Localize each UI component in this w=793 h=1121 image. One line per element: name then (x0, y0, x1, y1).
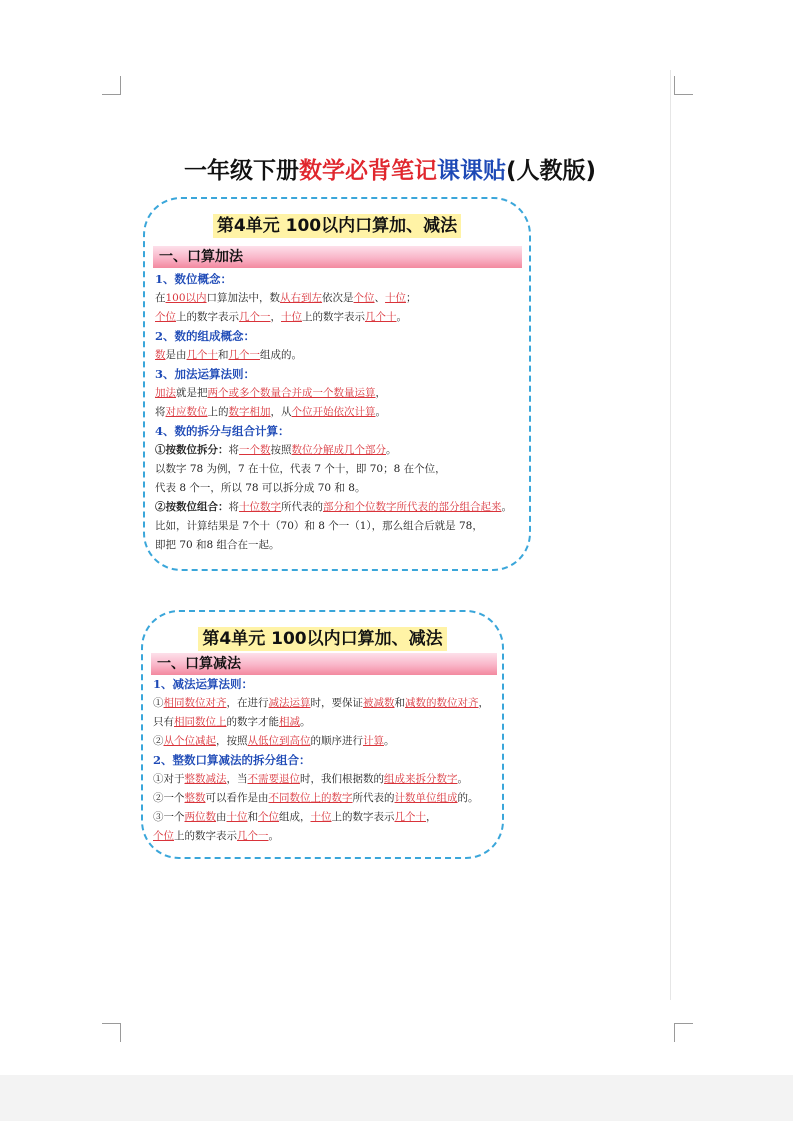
keyword-text: 对应数位 (165, 406, 208, 418)
title-part-notes: 数学必背笔记 (298, 158, 437, 184)
text-line (153, 770, 489, 789)
keyword-text: 相减 (279, 716, 300, 728)
unit-title (143, 624, 502, 649)
text-segment: 4、数的拆分与组合计算： (155, 424, 290, 438)
keyword-text: 几个十 (394, 811, 426, 823)
title-part-grade: 一年级下册 (183, 158, 299, 184)
subheading-line (155, 422, 512, 441)
keyword-text: 减法运算 (268, 697, 311, 709)
keyword-text: 从个位减起 (163, 735, 216, 747)
keyword-text: 十位 (385, 292, 407, 304)
text-segment: 将 (228, 501, 239, 513)
unit-title-text: 第4单元 100以内口算加、减法 (213, 214, 461, 238)
addition-card (143, 197, 531, 571)
text-segment: 。 (386, 444, 397, 456)
text-segment: 2、整数口算减法的拆分组合： (153, 753, 311, 767)
keyword-text: 数位分解成几个部分 (291, 444, 386, 456)
subheading-line (155, 365, 512, 384)
text-segment: 。 (300, 716, 311, 728)
keyword-text: 减数的数位对齐 (405, 697, 479, 709)
text-segment: 可以看作是由 (205, 792, 269, 804)
keyword-text: 整数减法 (184, 773, 227, 785)
text-segment: 上的 (207, 406, 229, 418)
text-segment: 所代表的 (352, 792, 395, 804)
text-segment: 。 (384, 735, 395, 747)
keyword-text: 相同数位上 (174, 716, 227, 728)
text-segment: ①按数位拆分： (155, 444, 229, 456)
keyword-text: 数字相加 (228, 406, 271, 418)
text-line (155, 441, 512, 460)
text-segment: 组成的。 (260, 349, 302, 361)
keyword-text: 几个十 (186, 349, 218, 361)
keyword-text: 从低位到高位 (247, 735, 311, 747)
crop-mark-top-right (674, 76, 693, 95)
text-segment: 1、数位概念： (155, 272, 233, 286)
text-segment: ，从 (270, 406, 292, 418)
text-line (153, 713, 489, 732)
page-bottom-shade (0, 1075, 793, 1121)
text-segment: ③一个 (153, 811, 185, 823)
text-line (153, 694, 489, 713)
text-line (155, 536, 512, 555)
card-content (155, 270, 512, 555)
text-segment: 将 (155, 406, 166, 418)
keyword-text: 个位 (155, 311, 176, 323)
card-content (153, 675, 489, 846)
text-segment: ； (406, 292, 417, 304)
text-segment: ， (270, 311, 281, 323)
text-segment: 上的数字表示 (302, 311, 365, 323)
text-line (153, 827, 489, 846)
text-segment: 。 (396, 311, 407, 323)
text-segment: 2、数的组成概念： (155, 329, 256, 343)
keyword-text: 计数单位组成 (394, 792, 458, 804)
text-segment: 、 (374, 292, 386, 304)
keyword-text: 一个数 (239, 444, 271, 456)
text-segment: 是由 (165, 349, 187, 361)
text-segment: ① (153, 697, 164, 709)
keyword-text: 个位 (258, 811, 279, 823)
unit-title (145, 211, 529, 236)
keyword-text: 从右到左 (280, 292, 323, 304)
keyword-text: 十位数字 (239, 501, 281, 513)
page-right-edge (670, 70, 671, 1000)
text-segment: 上的数字表示 (331, 811, 395, 823)
keyword-text: 不需要退位 (247, 773, 300, 785)
text-segment: 的。 (457, 792, 479, 804)
text-segment: 口算加法中，数 (206, 292, 281, 304)
text-segment: 的数字才能 (226, 716, 279, 728)
text-segment: ②按数位组合： (155, 501, 229, 513)
text-segment: 和 (247, 811, 258, 823)
text-segment: ②一个 (153, 792, 185, 804)
subheading-line (155, 327, 512, 346)
keyword-text: 不同数位上的数字 (268, 792, 353, 804)
keyword-text: 个位 (153, 830, 174, 842)
text-segment: 以数字 78 为例，7 在十位，代表 7 个十，即 70；8 在个位， (155, 463, 446, 475)
keyword-text: 部分和个位数字所代表的部分组合起来 (323, 501, 502, 513)
text-segment: 3、加法运算法则： (155, 367, 256, 381)
keyword-text: 十位 (281, 311, 302, 323)
text-line (155, 517, 512, 536)
text-line (155, 479, 512, 498)
crop-mark-top-left (102, 76, 121, 95)
keyword-text: 两个或多个数量合并成一个数量运算 (207, 387, 376, 399)
text-segment: 的顺序进行 (310, 735, 363, 747)
text-segment: ，在进行 (226, 697, 269, 709)
text-segment: 比如，计算结果是 7个十（70）和 8 个一（1），那么组合后就是 78， (155, 520, 483, 532)
keyword-text: 十位 (226, 811, 248, 823)
text-line (155, 384, 512, 403)
text-segment: 按照 (270, 444, 292, 456)
title-part-lesson: 课课贴 (436, 158, 506, 184)
text-line (155, 308, 512, 327)
text-line (155, 289, 512, 308)
keyword-text: 几个十 (365, 311, 397, 323)
keyword-text: 加法 (155, 387, 176, 399)
text-segment: 由 (216, 811, 227, 823)
text-segment: 和 (218, 349, 229, 361)
subtraction-card (141, 610, 504, 859)
text-segment: ② (153, 735, 164, 747)
text-segment: 就是把 (176, 387, 208, 399)
crop-mark-bottom-right (674, 1023, 693, 1042)
keyword-text: 相同数位对齐 (163, 697, 227, 709)
text-segment: 上的数字表示 (174, 830, 237, 842)
keyword-text: 被减数 (363, 697, 395, 709)
crop-mark-bottom-left (102, 1023, 121, 1042)
text-segment: ， (426, 811, 437, 823)
section-heading: 一、口算减法 (151, 653, 497, 675)
keyword-text: 计算 (363, 735, 384, 747)
text-segment: 。 (501, 501, 512, 513)
text-line (155, 346, 512, 365)
keyword-text: 几个一 (237, 830, 269, 842)
keyword-text: 个位 (353, 292, 375, 304)
section-heading: 一、口算加法 (153, 246, 522, 268)
keyword-text: 十位 (310, 811, 332, 823)
subheading-line (153, 751, 489, 770)
keyword-text: 个位开始依次计算 (291, 406, 376, 418)
text-segment: ， (375, 387, 386, 399)
text-line (153, 808, 489, 827)
subheading-line (153, 675, 489, 694)
keyword-text: 100以内 (165, 292, 207, 304)
keyword-text: 整数 (184, 792, 206, 804)
text-segment: 依次是 (322, 292, 354, 304)
text-segment: ①对于 (153, 773, 185, 785)
subheading-line (155, 270, 512, 289)
keyword-text: 两位数 (184, 811, 216, 823)
text-segment: ， (478, 697, 489, 709)
text-segment: 。 (375, 406, 386, 418)
text-segment: 。 (457, 773, 468, 785)
text-segment: 组成， (279, 811, 311, 823)
text-segment: 时，我们根据数的 (300, 773, 384, 785)
text-segment: 即把 70 和8 组合在一起。 (155, 539, 280, 551)
unit-title-text: 第4单元 100以内口算加、减法 (198, 627, 446, 651)
text-line (155, 498, 512, 517)
text-segment: 时，要保证 (310, 697, 363, 709)
title-part-edition: (人教版) (505, 158, 597, 184)
text-segment: 。 (268, 830, 279, 842)
text-line (155, 460, 512, 479)
text-segment: 只有 (153, 716, 174, 728)
text-line (155, 403, 512, 422)
text-segment: 1、减法运算法则： (153, 677, 254, 691)
keyword-text: 几个一 (239, 311, 271, 323)
text-line (153, 732, 489, 751)
text-segment: ，按照 (216, 735, 248, 747)
text-segment: 将 (228, 444, 239, 456)
keyword-text: 组成来拆分数字 (384, 773, 458, 785)
text-segment: 上的数字表示 (176, 311, 239, 323)
keyword-text: 几个一 (228, 349, 260, 361)
keyword-text: 数 (155, 349, 166, 361)
text-segment: 和 (394, 697, 405, 709)
text-line (153, 789, 489, 808)
text-segment: 在 (155, 292, 166, 304)
text-segment: 代表 8 个一，所以 78 可以拆分成 70 和 8。 (155, 482, 366, 494)
text-segment: ，当 (226, 773, 248, 785)
text-segment: 所代表的 (281, 501, 323, 513)
page-title (140, 152, 640, 185)
